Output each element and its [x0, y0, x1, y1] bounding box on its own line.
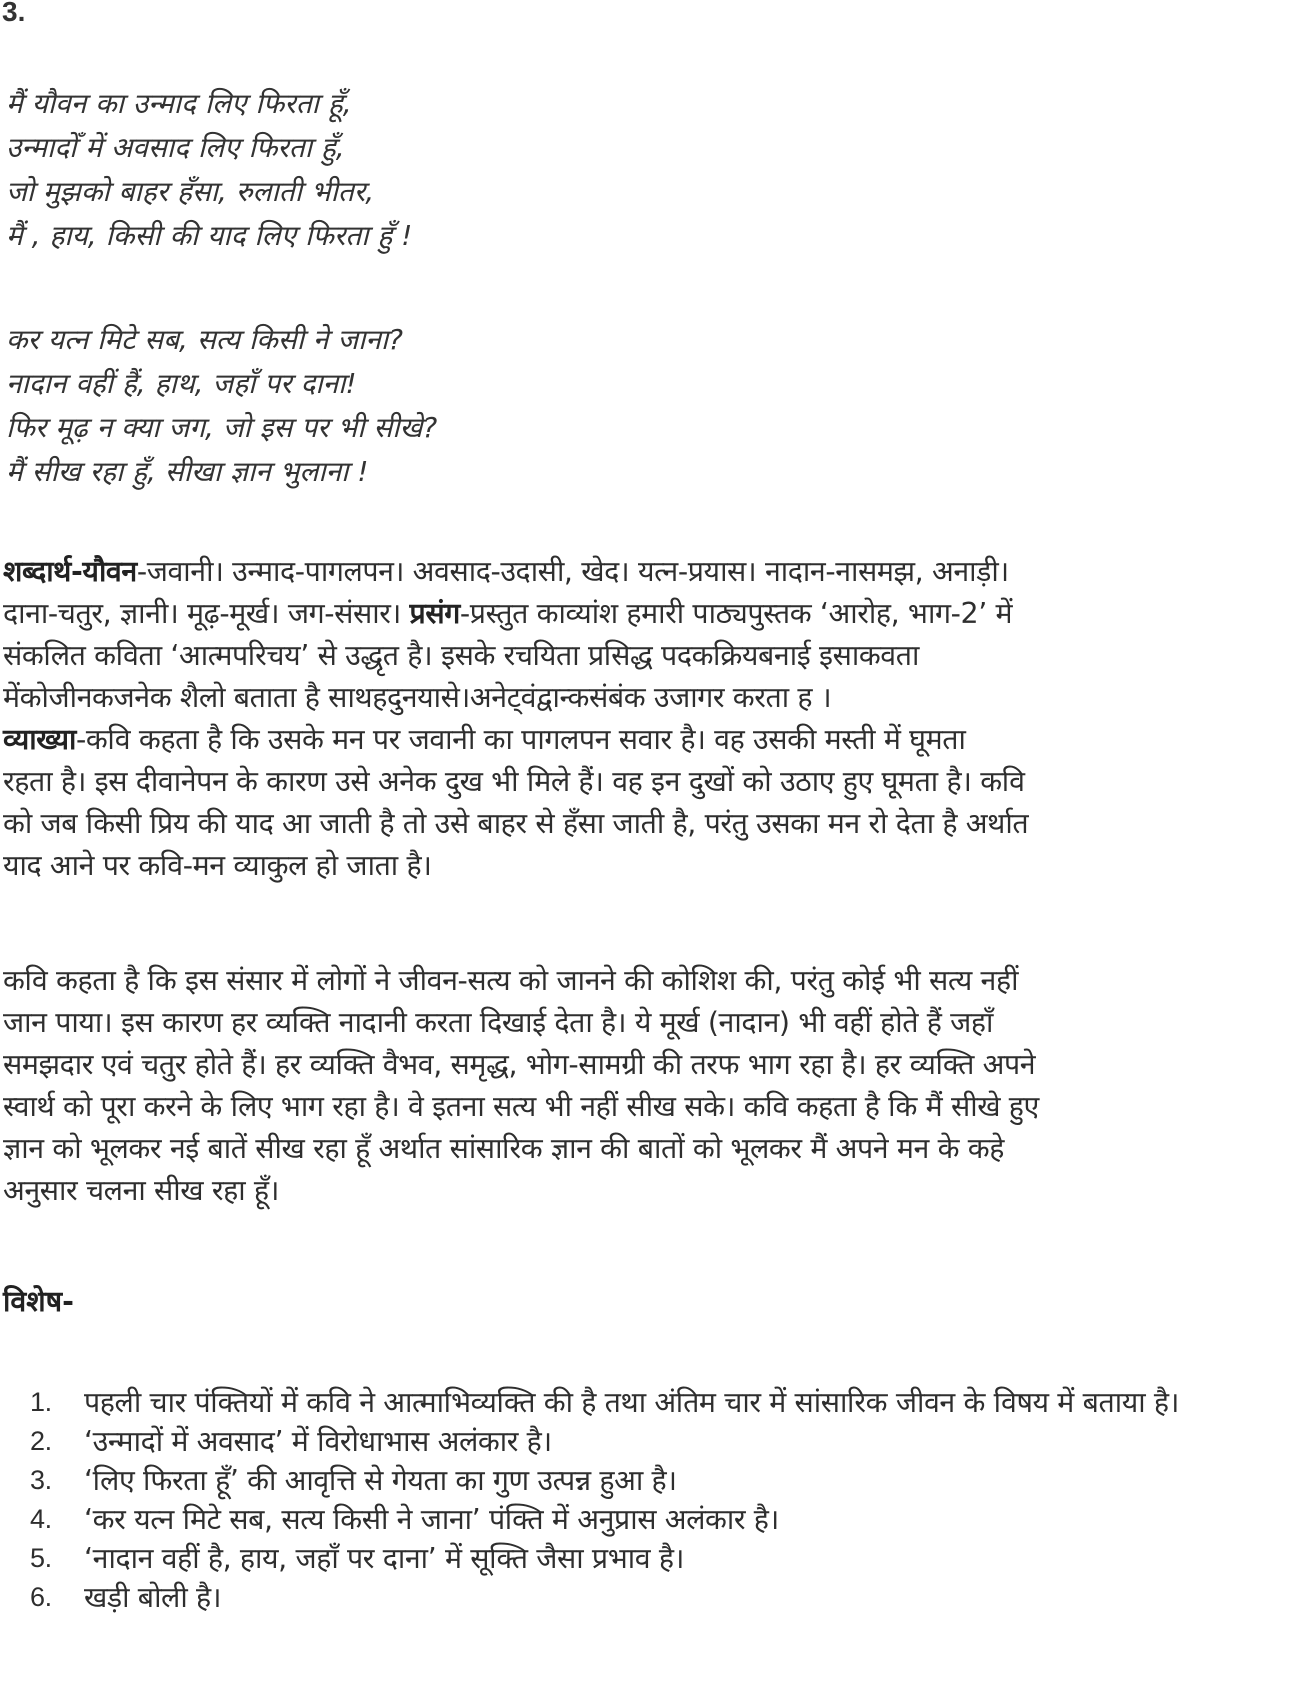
word-meanings-text: दाना-चतुर, ज्ञानी। मूढ़-मूर्ख। जग-संसार।: [3, 597, 410, 630]
text-line: [3, 551, 1299, 593]
list-item: [30, 1500, 1298, 1539]
list-number: 5.: [30, 1543, 52, 1573]
explanation-label: व्याख्या: [3, 723, 77, 756]
list-text: ‘उन्मादों में अवसाद’ में विरोधाभास अलंकार है।: [84, 1425, 552, 1458]
text-line: [3, 593, 1299, 635]
list-item: [30, 1422, 1298, 1461]
poem-line: उन्मादोँ में अवसाद लिए फिरता हुँ,: [6, 131, 345, 164]
special-heading: विशेष-: [3, 1285, 74, 1318]
word-meanings-text: -जवानी। उन्माद-पागलपन। अवसाद-उदासी, खेद। यत्न-प्रयास। नादान-नासमझ, अनाड़ी।: [136, 555, 1009, 588]
list-text: खड़ी बोली है।: [84, 1581, 222, 1614]
text-line: रहता है। इस दीवानेपन के कारण उसे अनेक दुख भी मिले हैं। वह इन दुखों को उठाए हुए घूमता है। कवि: [3, 765, 1025, 798]
poem-line: मैं यौवन का उन्माद लिए फिरता हूँ,: [6, 87, 352, 120]
list-number: 4.: [30, 1504, 52, 1534]
text-line: को जब किसी प्रिय की याद आ जाती है तो उसे बाहर से हँसा जाती है, परंतु उसका मन रो देता है अर्थात: [3, 807, 1029, 840]
list-text: ‘लिए फिरता हूँ’ की आवृत्ति से गेयता का गुण उत्पन्न हुआ है।: [84, 1464, 677, 1497]
text-line: याद आने पर कवि-मन व्याकुल हो जाता है।: [3, 849, 432, 882]
poem-stanza-2: [6, 318, 437, 494]
poem-line: नादान वहीं हैं, हाथ, जहाँ पर दाना!: [6, 367, 357, 400]
text-line: [3, 719, 1299, 761]
context-label: प्रसंग: [409, 597, 460, 630]
word-meanings-context-explanation: [3, 551, 1299, 887]
text-line: संकलित कविता ‘आत्मपरिचय’ से उद्धृत है। इसके रचयिता प्रसिद्ध पदकक्रियबनाई इसाकवता: [3, 639, 919, 672]
list-number: 1.: [30, 1387, 52, 1417]
list-item: [30, 1578, 1298, 1617]
list-number: 2.: [30, 1426, 52, 1456]
list-number: 3.: [30, 1465, 52, 1495]
poem-line: मैं , हाय, किसी की याद लिए फिरता हुँ !: [6, 219, 413, 252]
list-text: ‘कर यत्न मिटे सब, सत्य किसी ने जाना’ पंक्ति में अनुप्रास अलंकार है।: [84, 1503, 779, 1536]
poem-line: मैं सीख रहा हुँ, सीखा ज्ञान भुलाना !: [6, 455, 369, 488]
text-line: स्वार्थ को पूरा करने के लिए भाग रहा है। वे इतना सत्य भी नहीं सीख सके। कवि कहता है कि मैं सीखे हुए: [3, 1090, 1039, 1123]
text-line: कवि कहता है कि इस संसार में लोगों ने जीवन-सत्य को जानने की कोशिश की, परंतु कोई भी सत्य नहीं: [3, 964, 1019, 997]
list-item: [30, 1539, 1298, 1578]
list-item: [30, 1461, 1298, 1500]
list-text: ‘नादान वहीं है, हाय, जहाँ पर दाना’ में सूक्ति जैसा प्रभाव है।: [84, 1542, 685, 1575]
list-number: 6.: [30, 1582, 52, 1612]
text-line: जान पाया। इस कारण हर व्यक्ति नादानी करता दिखाई देता है। ये मूर्ख (नादान) भी वहीं होते हैं जहाँ: [3, 1006, 994, 1039]
poem-stanza-1: [6, 82, 412, 258]
explanation-paragraph-2: [3, 960, 1299, 1212]
question-number: 3.: [2, 0, 26, 27]
poem-line: जो मुझको बाहर हँसा, रुलाती भीतर,: [6, 175, 375, 208]
text-line: समझदार एवं चतुर होते हैं। हर व्यक्ति वैभव, समृद्ध, भोग-सामग्री की तरफ भाग रहा है। हर व्यक्ति अपने: [3, 1048, 1036, 1081]
context-text: -प्रस्तुत काव्यांश हमारी पाठ्यपुस्तक ‘आरोह, भाग-2’ में: [459, 597, 1013, 630]
special-points-list: [30, 1383, 1298, 1617]
poem-line: कर यत्न मिटे सब, सत्य किसी ने जाना?: [6, 323, 404, 356]
list-text: पहली चार पंक्तियों में कवि ने आत्माभिव्यक्ति की है तथा अंतिम चार में सांसारिक जीवन के विषय में बताया है।: [84, 1386, 1180, 1419]
text-line: अनुसार चलना सीख रहा हूँ।: [3, 1174, 280, 1207]
word-meanings-label: शब्दार्थ-यौवन: [3, 555, 137, 588]
list-item: [30, 1383, 1298, 1422]
poem-line: फिर मूढ़ न क्या जग, जो इस पर भी सीखे?: [6, 411, 438, 444]
text-line: ज्ञान को भूलकर नई बातें सीख रहा हूँ अर्थात सांसारिक ज्ञान की बातों को भूलकर मैं अपने मन के कहे: [3, 1132, 1004, 1165]
text-line: मेंकोजीनकजनेक शैलो बताता है साथहदुनयासे।अनेट्वंद्वान्कसंबंक उजागर करता ह ।: [3, 681, 832, 714]
explanation-text: -कवि कहता है कि उसके मन पर जवानी का पागलपन सवार है। वह उसकी मस्ती में घूमता: [76, 723, 966, 756]
